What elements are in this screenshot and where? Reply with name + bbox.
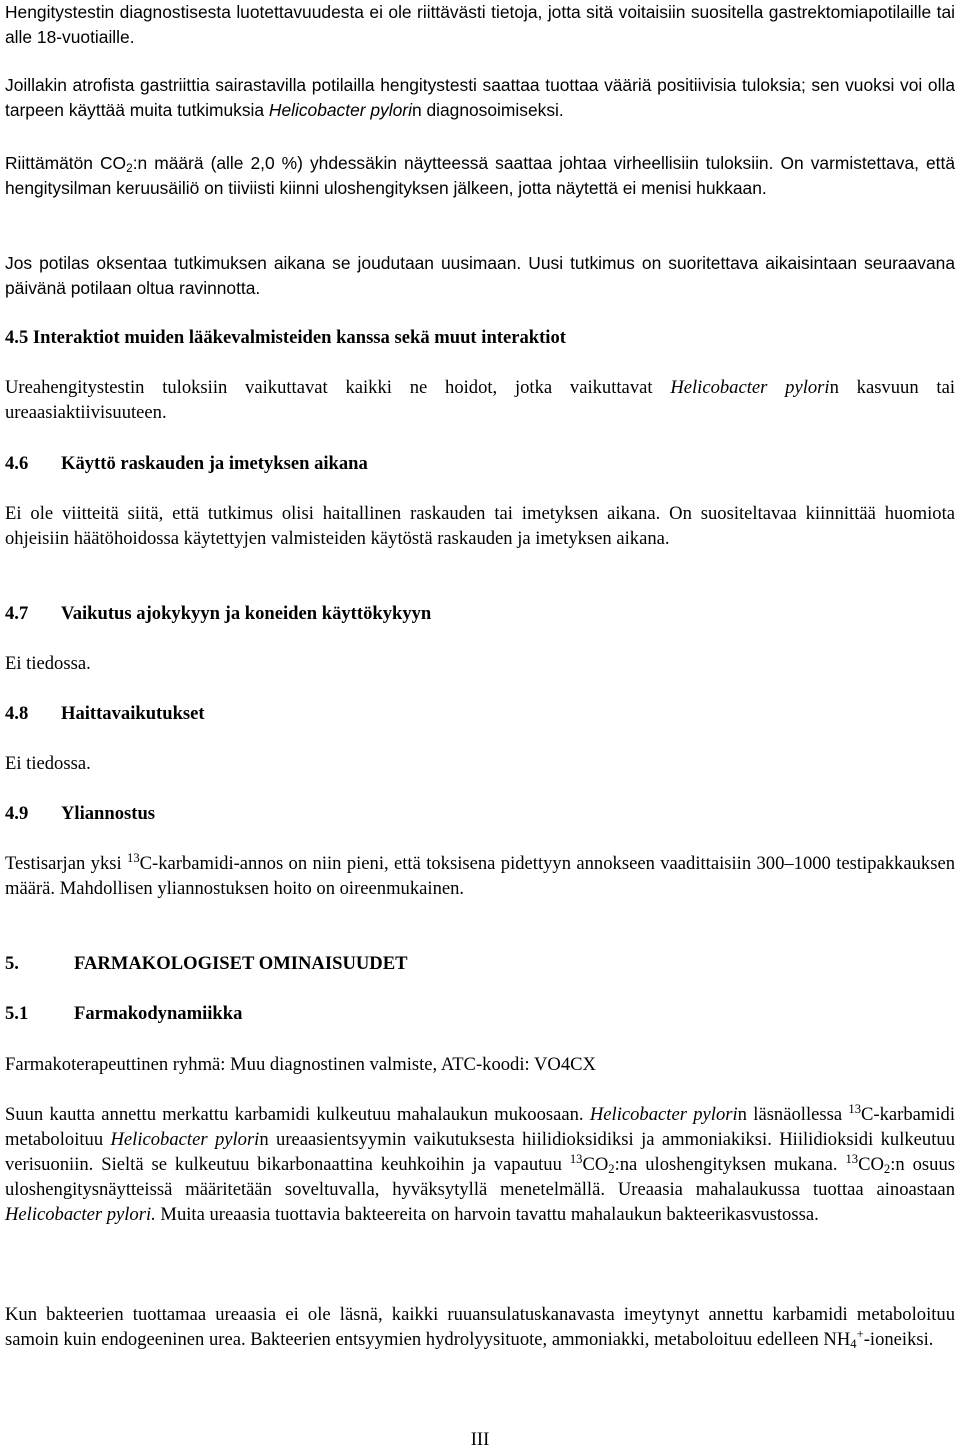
species-name: Helicobacter pylori (268, 99, 412, 120)
paragraph-no-urease: Kun bakteerien tuottamaa ureaasia ei ole läsnä, kaikki ruuansulatuskanavasta imeytynyt annettu karbamidi metaboloituu samoin kuin endogeeninen urea. Bakteerien entsyymien hydrolyysituote, ammoniakki, metaboloituu edelleen $NH_4^+$-ioneiksi. (5, 1304, 955, 1352)
species-name: Helicobacter pylori. (5, 1204, 156, 1225)
heading-4-9: 4.9 Yliannostus (5, 803, 156, 824)
paragraph-insufficient-co2: Riittämätön $CO_2:n$ määrä (alle 2,0 %) yhdessäkin näytteessä saattaa johtaa virheellisiin tuloksiin. On varmistettava, että hengitysilman keruusäiliö on tiiviisti kiinni uloshengityksen jälkeen, jotta näytettä ei menisi hukkaan. (5, 153, 956, 198)
species-name: Helicobacter pylori (110, 1129, 260, 1150)
page-number: III (470, 1429, 490, 1450)
heading-4-8: 4.8 Haittavaikutukset (5, 703, 205, 724)
paragraph-atrophic-gastritis: Joillakin atrofista gastriittia sairastavilla potilailla hengitystesti saattaa tuottaa vääriä positiivisia tuloksia; sen vuoksi voi olla tarpeen käyttää muita tutkimuksia Helicobacter pylorin diagnosoimiseksi. (5, 75, 955, 120)
heading-4-6: 4.6 Käyttö raskauden ja imetyksen aikana (5, 453, 368, 474)
heading-5-1: 5.1 Farmakodynamiikka (5, 1003, 243, 1024)
heading-4-5: 4.5 Interaktiot muiden lääkevalmisteiden kanssa sekä muut interaktiot (5, 327, 566, 348)
species-name: Helicobacter pylori (589, 1104, 738, 1125)
paragraph-mechanism: Suun kautta annettu merkattu karbamidi kulkeutuu mahalaukun mukoosaan. Helicobacter pylorin läsnäollessa $^{13}$C-karbamidi metaboloituu Helicobacter pylorin ureaasientsyymin vaikutuksesta hiilidioksidiksi ja ammoniakiksi. Hiilidioksidi kulkeutuu verisuoniin. Sieltä se kulkeutuu bikarbonaattina keuhkoihin ja vapautuu $^{13}CO_2:na$ uloshengityksen mukana. $^{13}CO_2:n$ osuus uloshengitysnäytteissä määritetään soveltuvalla, hyväksytyllä menetelmällä. Ureaasia mahalaukussa tuottaa ainoastaan Helicobacter pylori. Muita ureaasia tuottavia bakteereita on harvoin tavattu mahalaukun bakteerikasvustossa. (5, 1102, 955, 1225)
paragraph-gastrectomy-reliability (5, 0, 955, 49)
paragraph-pharmacotherapeutic-group: Farmakoterapeuttinen ryhmä: Muu diagnostinen valmiste, ATC-koodi: VO4CX (5, 1054, 596, 1075)
paragraph-side-effects: Ei tiedossa. (5, 753, 91, 774)
paragraph-interactions: Ureahengitystestin tuloksiin vaikuttavat kaikki ne hoidot, jotka vaikuttavat Helicobacter pylorin kasvuun tai ureaasiaktiivisuuteen. (5, 377, 955, 423)
paragraph-text: Hengitystestin diagnostisesta luotettavuudesta ei ole riittävästi tietoja, jotta sitä voitaisiin suositella gastrektomiapotilaille tai alle 18-vuotiaille. (5, 2, 955, 47)
paragraph-driving: Ei tiedossa. (5, 653, 91, 674)
heading-5: 5. FARMAKOLOGISET OMINAISUUDET (5, 953, 408, 974)
paragraph-pregnancy: Ei ole viitteitä siitä, että tutkimus olisi haitallinen raskauden tai imetyksen aikana. On suositeltavaa kiinnittää huomiota ohjeisiin häätöhoidossa käytettyjen valmisteiden käytöstä raskauden ja imetyksen aikana. (5, 503, 955, 549)
paragraph-vomiting: Jos potilas oksentaa tutkimuksen aikana se joudutaan uusimaan. Uusi tutkimus on suoritettava aikaisintaan seuraavana päivänä potilaan oltua ravinnotta. (5, 253, 955, 298)
species-name: Helicobacter pylori (670, 377, 830, 398)
paragraph-overdose: Testisarjan yksi $^{13}$C-karbamidi-annos on niin pieni, että toksisena pidettyyn annokseen vaadittaisiin 300–1000 testipakkauksen määrä. Mahdollisen yliannostuksen hoito on oireenmukainen. (5, 851, 955, 899)
heading-4-7: 4.7 Vaikutus ajokykyyn ja koneiden käyttökykyyn (5, 603, 432, 624)
